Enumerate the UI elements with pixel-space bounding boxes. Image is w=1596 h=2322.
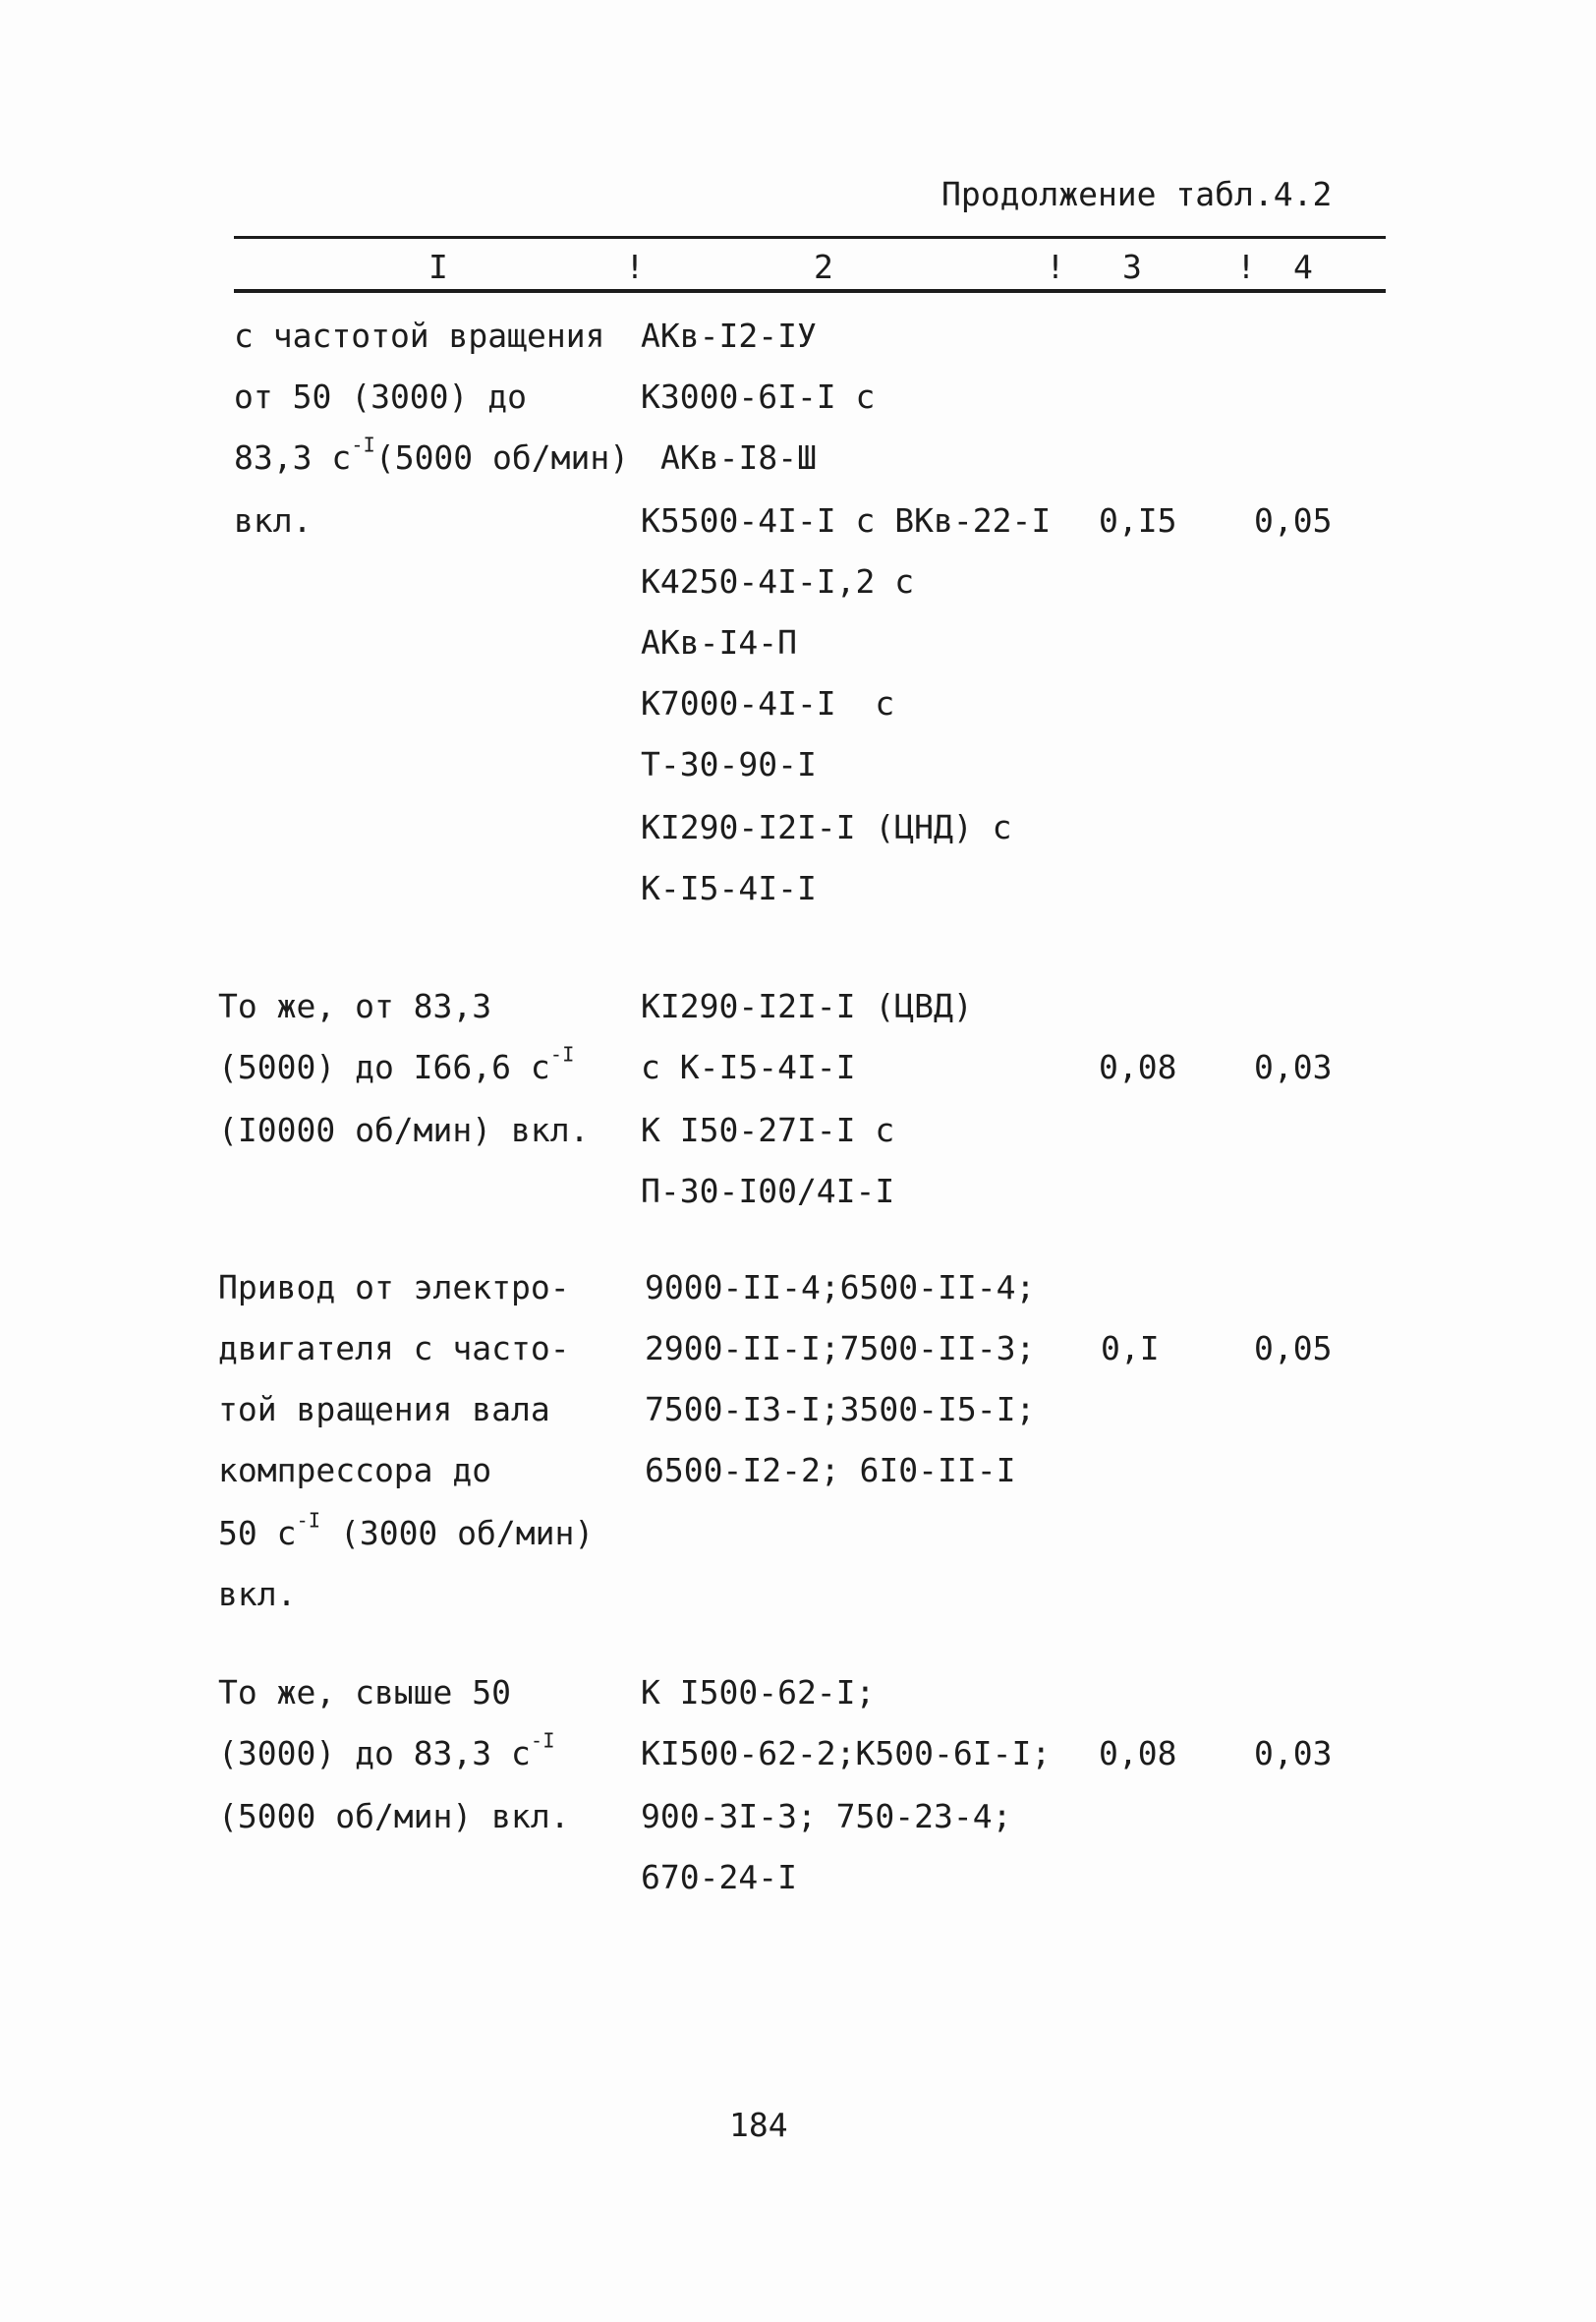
header-separator-3: ! [1236,248,1256,286]
header-top-rule [234,236,1386,239]
row2-col1-line2-text: (5000) до I66,6 с [218,1048,550,1086]
row1-col1-line2: от 50 (3000) до [234,377,528,416]
header-separator-1: ! [625,248,645,286]
row4-col1-line2-text: (3000) до 83,3 с [218,1734,531,1772]
row1-col1-line4: вкл. [234,501,313,540]
row3-col2-line1: 9000-II-4;6500-II-4; [645,1268,1036,1306]
row1-col4-value: 0,05 [1254,501,1333,540]
row1-col2-line10: К-I5-4I-I [641,869,817,907]
row4-col1-exponent: -I [530,1728,555,1753]
row1-col2-line2: К3000-6I-I с [641,377,876,416]
row3-col1-line5 [218,1508,595,1553]
row1-col2-line8: Т-30-90-I [641,745,817,784]
row1-col2-line5: К4250-4I-I,2 с [641,562,915,601]
row3-col2-line2: 2900-II-I;7500-II-3; [645,1329,1036,1367]
row1-col1-line1: с частотой вращения [234,317,605,355]
header-col-1: I [428,248,448,286]
row3-col1-line1: Привод от электро- [218,1268,570,1306]
row3-col1-line5-text: 50 с [218,1514,297,1552]
row2-col3-value: 0,08 [1099,1048,1177,1086]
header-col-2: 2 [814,248,833,286]
row3-col2-line4: 6500-I2-2; 6I0-II-I [645,1451,1016,1489]
row1-col1-line3-tail: (5000 об/мин) [374,438,630,477]
row3-col1-line4: компрессора до [218,1451,492,1489]
row2-col1-line2 [218,1042,575,1087]
header-col-4: 4 [1293,248,1313,286]
row1-col2-line6: АКв-I4-П [641,623,797,662]
row1-col2-line3: АКв-I8-Ш [660,438,817,477]
row2-col1-line3: (I0000 об/мин) вкл. [218,1111,590,1149]
table-caption: Продолжение табл.4.2 [941,175,1333,213]
row2-col1-line1: То же, от 83,3 [218,987,492,1025]
row4-col4-value: 0,03 [1254,1734,1333,1772]
header-separator-2: ! [1046,248,1065,286]
row3-col3-value: 0,I [1101,1329,1160,1367]
row1-col3-value: 0,I5 [1099,501,1177,540]
row4-col1-line1: То же, свыше 50 [218,1673,512,1712]
row1-col1-line3-text: 83,3 с [234,438,352,477]
header-col-3: 3 [1122,248,1142,286]
row3-col1-line6: вкл. [218,1575,297,1613]
row2-col2-line4: П-30-I00/4I-I [641,1172,895,1210]
row1-col1-exponent: -I [351,433,375,457]
row2-col2-line1: КI290-I2I-I (ЦВД) [641,987,973,1025]
row4-col3-value: 0,08 [1099,1734,1177,1772]
page-number: 184 [729,2106,788,2144]
row1-col2-line9: КI290-I2I-I (ЦНД) с [641,808,1012,846]
row2-col2-line3: К I50-27I-I с [641,1111,895,1149]
row3-col1-line3: той вращения вала [218,1390,550,1428]
row4-col1-line2 [218,1728,555,1773]
row3-col1-exponent: -I [296,1508,321,1533]
row3-col4-value: 0,05 [1254,1329,1333,1367]
row3-col1-line2: двигателя с часто- [218,1329,570,1367]
row4-col2-line3: 900-3I-3; 750-23-4; [641,1797,1012,1835]
header-bottom-rule [234,289,1386,293]
row1-col2-line1: АКв-I2-IУ [641,317,817,355]
row1-col2-line4: К5500-4I-I с ВКв-22-I [641,501,1052,540]
row3-col1-line5-tail: (3000 об/мин) [320,1514,595,1552]
row2-col1-exponent: -I [549,1042,575,1067]
row2-col4-value: 0,03 [1254,1048,1333,1086]
row4-col1-line3: (5000 об/мин) вкл. [218,1797,570,1835]
row1-col2-line7: К7000-4I-I с [641,684,895,723]
row4-col2-line4: 670-24-I [641,1858,797,1896]
row1-col1-line3 [234,433,630,478]
row2-col2-line2: с К-I5-4I-I [641,1048,856,1086]
row4-col2-line2: КI500-62-2;К500-6I-I; [641,1734,1052,1772]
row4-col2-line1: К I500-62-I; [641,1673,876,1712]
row3-col2-line3: 7500-I3-I;3500-I5-I; [645,1390,1036,1428]
